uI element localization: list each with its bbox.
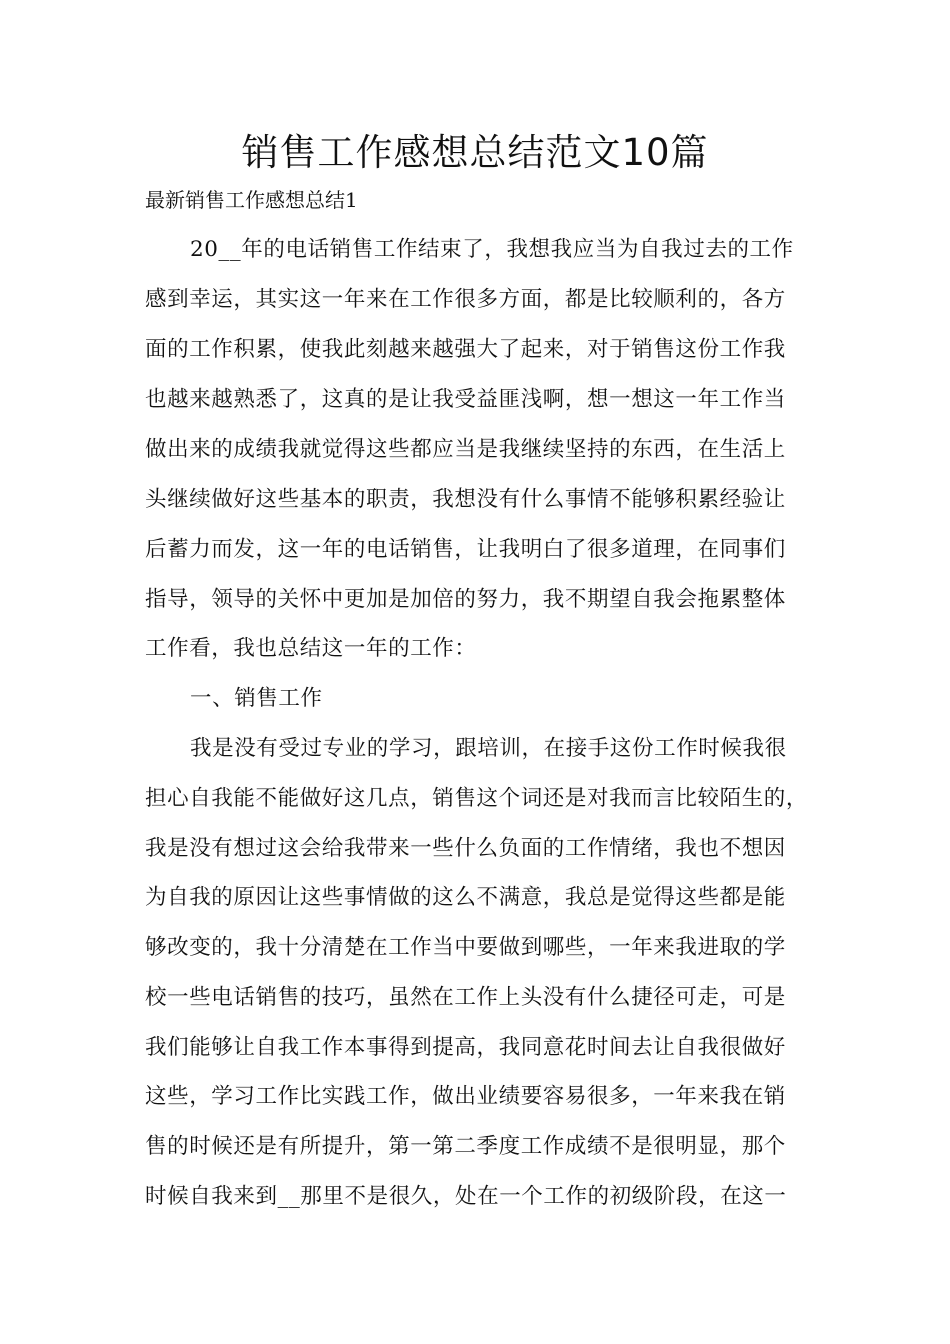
section-heading: 一、销售工作	[190, 686, 323, 711]
paragraph-line: 工作看，我也总结这一年的工作：	[145, 636, 477, 661]
paragraph-line: 为自我的原因让这些事情做的这么不满意，我总是觉得这些都是能	[145, 885, 786, 910]
paragraph-line: 这些，学习工作比实践工作，做出业绩要容易很多，一年来我在销	[145, 1084, 786, 1109]
paragraph-line: 感到幸运，其实这一年来在工作很多方面，都是比较顺利的，各方	[145, 287, 786, 312]
paragraph-line: 面的工作积累，使我此刻越来越强大了起来，对于销售这份工作我	[145, 337, 786, 362]
paragraph-line: 我是没有想过这会给我带来一些什么负面的工作情绪，我也不想因	[145, 836, 786, 861]
paragraph-line: 校一些电话销售的技巧，虽然在工作上头没有什么捷径可走，可是	[145, 985, 786, 1010]
paragraph-line: 也越来越熟悉了，这真的是让我受益匪浅啊，想一想这一年工作当	[145, 387, 786, 412]
paragraph-line: 后蓄力而发，这一年的电话销售，让我明白了很多道理，在同事们	[145, 537, 786, 562]
paragraph-line: 时候自我来到__那里不是很久，处在一个工作的初级阶段，在这一	[145, 1184, 787, 1209]
paragraph-line: 售的时候还是有所提升，第一第二季度工作成绩不是很明显，那个	[145, 1134, 786, 1159]
section-subtitle: 最新销售工作感想总结1	[145, 188, 358, 212]
paragraph-line: 做出来的成绩我就觉得这些都应当是我继续坚持的东西，在生活上	[145, 437, 786, 462]
document-title: 销售工作感想总结范文10篇	[241, 131, 709, 174]
paragraph-line: 头继续做好这些基本的职责，我想没有什么事情不能够积累经验让	[145, 487, 786, 512]
paragraph-line: 我们能够让自我工作本事得到提高，我同意花时间去让自我很做好	[145, 1035, 786, 1060]
paragraph-line: 指导，领导的关怀中更加是加倍的努力，我不期望自我会拖累整体	[145, 587, 786, 612]
paragraph-line: 够改变的，我十分清楚在工作当中要做到哪些，一年来我进取的学	[145, 935, 786, 960]
paragraph-line: 我是没有受过专业的学习，跟培训，在接手这份工作时候我很	[190, 736, 787, 761]
paragraph-line: 20__年的电话销售工作结束了，我想我应当为自我过去的工作	[190, 237, 794, 262]
paragraph-line: 担心自我能不能做好这几点，销售这个词还是对我而言比较陌生的，	[145, 786, 809, 811]
